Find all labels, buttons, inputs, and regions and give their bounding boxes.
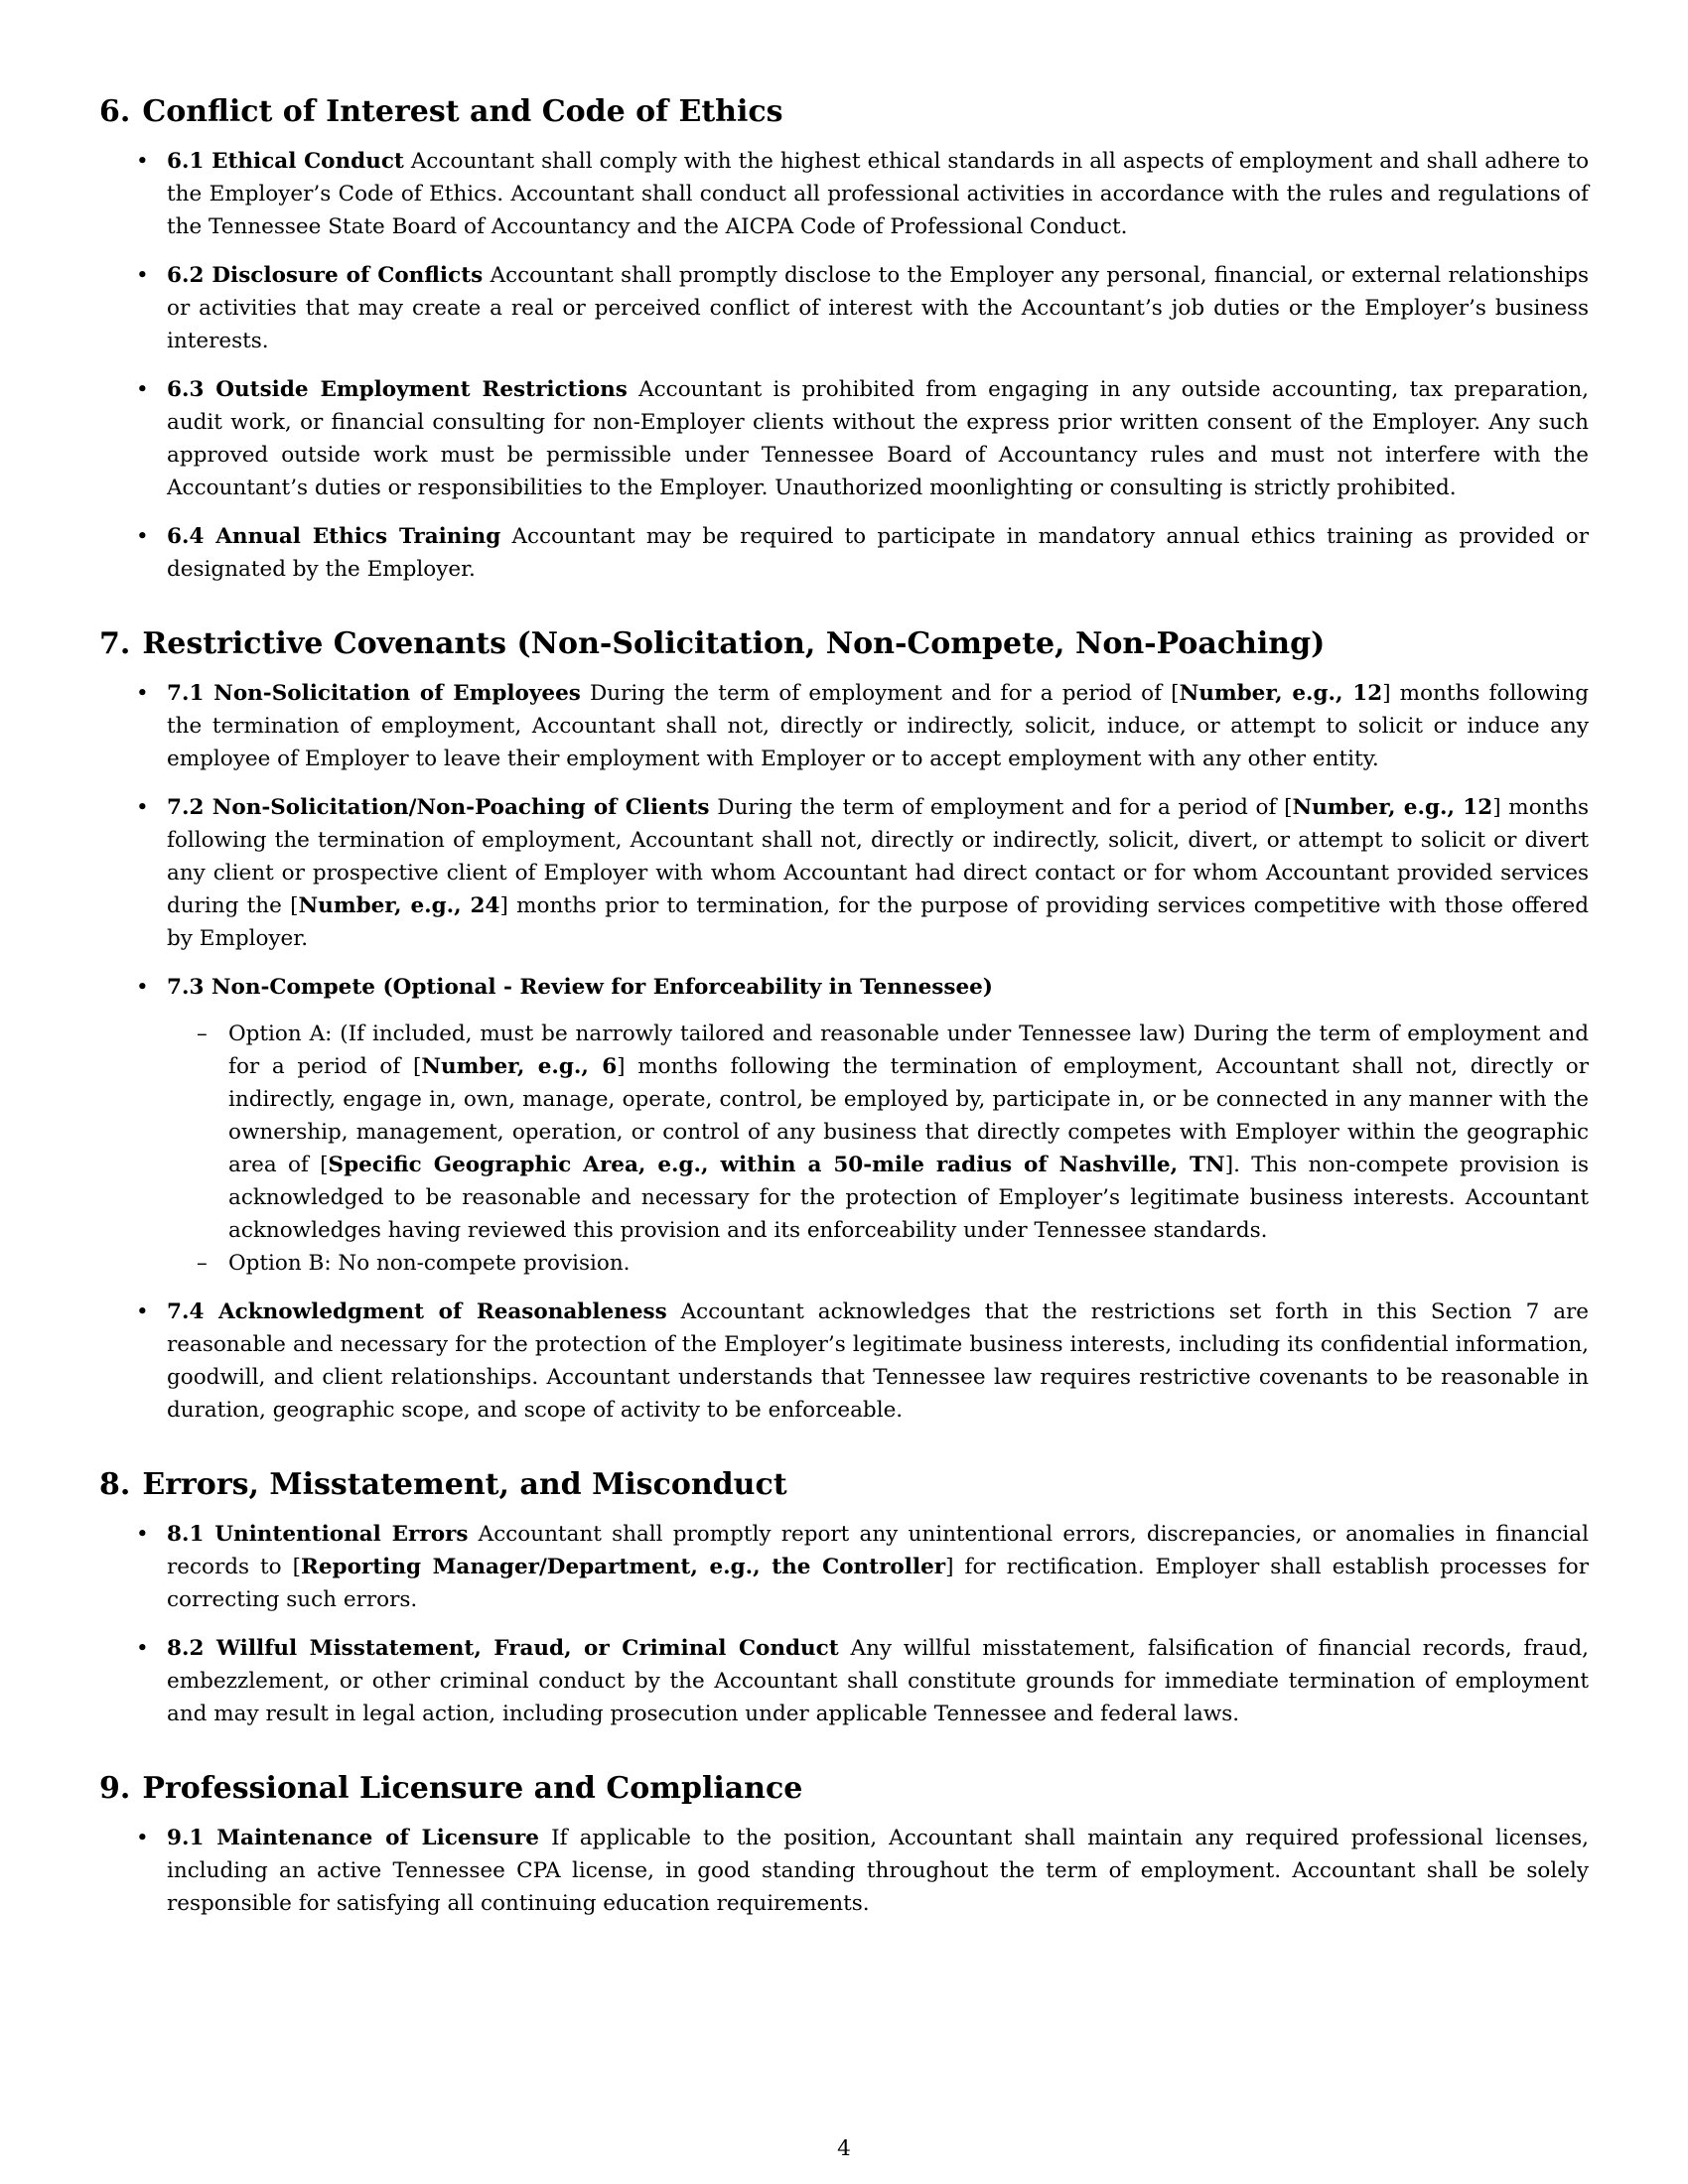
body-text: Any willful misstatement, falsification of financial records, fraud, embezzlement, or other criminal conduct by the Accountant shall constitute grounds for immediate termination of employment and may result in legal action, including prosecution under applicable Tennessee and federal laws. — [167, 1636, 1589, 1726]
page-number: 4 — [837, 2136, 851, 2161]
clause-heading: 8.1 Unintentional Errors — [167, 1522, 469, 1547]
placeholder-text: Number, e.g., 12 — [1292, 795, 1493, 820]
clause-item — [99, 373, 1589, 504]
clause-item — [99, 1518, 1589, 1616]
section-number: 8. — [99, 1467, 131, 1502]
section-number: 9. — [99, 1771, 131, 1806]
section-title: Errors, Misstatement, and Misconduct — [142, 1467, 787, 1502]
bullet-icon: • — [136, 1636, 149, 1661]
clause-item — [99, 677, 1589, 775]
body-text: ] for rectification. Employer shall establish processes for correcting such errors. — [167, 1555, 1590, 1612]
clause-heading: 7.4 Acknowledgment of Reasonableness — [167, 1299, 667, 1324]
clause-list — [99, 1518, 1589, 1730]
dash-icon: – — [197, 1251, 208, 1276]
body-text: Option B: No non-compete provision. — [228, 1251, 631, 1276]
body-text: Accountant shall promptly report any unintentional errors, discrepancies, or anomalies in financial records to [ — [167, 1522, 1590, 1579]
clause-heading: 9.1 Maintenance of Licensure — [167, 1826, 539, 1850]
bullet-icon: • — [136, 1826, 149, 1850]
placeholder-text: Specific Geographic Area, e.g., within a 50-mile radius of Nashville, TN — [328, 1153, 1225, 1177]
section-number: 7. — [99, 626, 131, 661]
clause-heading: 6.4 Annual Ethics Training — [167, 524, 501, 549]
bullet-icon: • — [136, 1522, 149, 1547]
section-heading — [99, 1770, 1589, 1808]
section — [99, 1770, 1589, 1920]
section — [99, 93, 1589, 586]
body-text: ] months prior to termination, for the purpose of providing services competitive with those offered by Employer. — [167, 893, 1589, 951]
document-page — [99, 93, 1589, 1960]
clause-item — [99, 1296, 1589, 1427]
clause-item — [99, 520, 1589, 586]
section-title: Restrictive Covenants (Non-Solicitation, Non-Compete, Non-Poaching) — [142, 626, 1326, 661]
sections-container — [99, 93, 1589, 1920]
body-text: Accountant acknowledges that the restrictions set forth in this Section 7 are reasonable and necessary for the protection of the Employer’s legitimate business interests, including its confidential information, goodwill, and client relationships. Accountant understands that Tennessee law requires restrictive covenants to be reasonable in duration, geographic scope, and scope of activity to be enforceable. — [167, 1299, 1590, 1423]
option-item — [167, 1018, 1589, 1247]
bullet-icon: • — [136, 975, 149, 1000]
clause-heading: 6.1 Ethical Conduct — [167, 149, 404, 174]
clause-heading: 7.3 Non-Compete (Optional - Review for Enforceability in Tennessee) — [167, 975, 993, 1000]
body-text: ]. This non-compete provision is acknowledged to be reasonable and necessary for the protection of Employer’s legitimate business interests. Accountant acknowledges having reviewed this provision and its enforceability under Tennessee standards. — [228, 1153, 1589, 1243]
clause-item — [99, 259, 1589, 357]
body-text: Accountant is prohibited from engaging in any outside accounting, tax preparation, audit work, or financial consulting for non-Employer clients without the express prior written consent of the Employer. Any such approved outside work must be permissible under Tennessee Board of Accountancy rules and must not interfere with the Accountant’s duties or responsibilities to the Employer. Unauthorized moonlighting or consulting is strictly prohibited. — [167, 377, 1589, 500]
option-item — [167, 1247, 1589, 1280]
body-text: Accountant may be required to participate in mandatory annual ethics training as provided or designated by the Employer. — [167, 524, 1589, 582]
clause-item — [99, 791, 1589, 955]
clause-item — [99, 1822, 1589, 1920]
placeholder-text: Number, e.g., 24 — [298, 893, 500, 918]
clause-item — [99, 971, 1589, 1280]
body-text: ] months following the termination of employment, Accountant shall not, directly or indirectly, solicit, induce, or attempt to solicit or induce any employee of Employer to leave their employment with Employer or to accept employment with any other entity. — [167, 681, 1589, 771]
option-list — [167, 1018, 1589, 1280]
bullet-icon: • — [136, 263, 149, 288]
body-text: ] months following the termination of employment, Accountant shall not, directly or indirectly, engage in, own, manage, operate, control, be employed by, participate in, or be connected in any manner with the ownership, management, operation, or control of any business that directly competes with Employer within the geographic area of [ — [228, 1054, 1589, 1177]
section-number: 6. — [99, 94, 131, 129]
section-heading — [99, 625, 1589, 663]
clause-item — [99, 1632, 1589, 1730]
clause-heading: 6.2 Disclosure of Conflicts — [167, 263, 484, 288]
body-text: Accountant shall promptly disclose to the Employer any personal, financial, or external relationships or activities that may create a real or perceived conflict of interest with the Accountant’s job duties or the Employer’s business interests. — [167, 263, 1590, 353]
placeholder-text: Number, e.g., 6 — [421, 1054, 618, 1079]
bullet-icon: • — [136, 1299, 149, 1324]
clause-heading: 8.2 Willful Misstatement, Fraud, or Criminal Conduct — [167, 1636, 839, 1661]
body-text: Option A: (If included, must be narrowly tailored and reasonable under Tennessee law) During the term of employment and for a period of [ — [228, 1022, 1589, 1079]
clause-list — [99, 677, 1589, 1427]
section-heading — [99, 93, 1589, 131]
clause-heading: 7.2 Non-Solicitation/Non-Poaching of Clients — [167, 795, 710, 820]
body-text: During the term of employment and for a period of [ — [580, 681, 1180, 706]
body-text: During the term of employment and for a period of [ — [709, 795, 1293, 820]
placeholder-text: Reporting Manager/Department, e.g., the Controller — [300, 1555, 946, 1579]
section — [99, 1466, 1589, 1730]
dash-icon: – — [197, 1022, 208, 1046]
clause-item — [99, 145, 1589, 243]
clause-heading: 6.3 Outside Employment Restrictions — [167, 377, 628, 402]
section-title: Professional Licensure and Compliance — [142, 1771, 803, 1806]
clause-heading: 7.1 Non-Solicitation of Employees — [167, 681, 581, 706]
body-text: If applicable to the position, Accountant shall maintain any required professional licenses, including an active Tennessee CPA license, in good standing throughout the term of employment. Accountant shall be solely responsible for satisfying all continuing education requirements. — [167, 1826, 1589, 1916]
bullet-icon: • — [136, 681, 149, 706]
bullet-icon: • — [136, 149, 149, 174]
bullet-icon: • — [136, 795, 149, 820]
section-title: Conflict of Interest and Code of Ethics — [142, 94, 783, 129]
body-text: Accountant shall comply with the highest ethical standards in all aspects of employment and shall adhere to the Employer’s Code of Ethics. Accountant shall conduct all professional activities in accordance with the rules and regulations of the Tennessee State Board of Accountancy and the AICPA Code of Professional Conduct. — [167, 149, 1590, 239]
bullet-icon: • — [136, 524, 149, 549]
body-text: ] months following the termination of employment, Accountant shall not, directly or indirectly, solicit, divert, or attempt to solicit or divert any client or prospective client of Employer with whom Accountant had direct contact or for whom Accountant provided services during the [ — [167, 795, 1589, 918]
section-heading — [99, 1466, 1589, 1504]
clause-list — [99, 1822, 1589, 1920]
bullet-icon: • — [136, 377, 149, 402]
section — [99, 625, 1589, 1427]
clause-list — [99, 145, 1589, 586]
placeholder-text: Number, e.g., 12 — [1179, 681, 1383, 706]
